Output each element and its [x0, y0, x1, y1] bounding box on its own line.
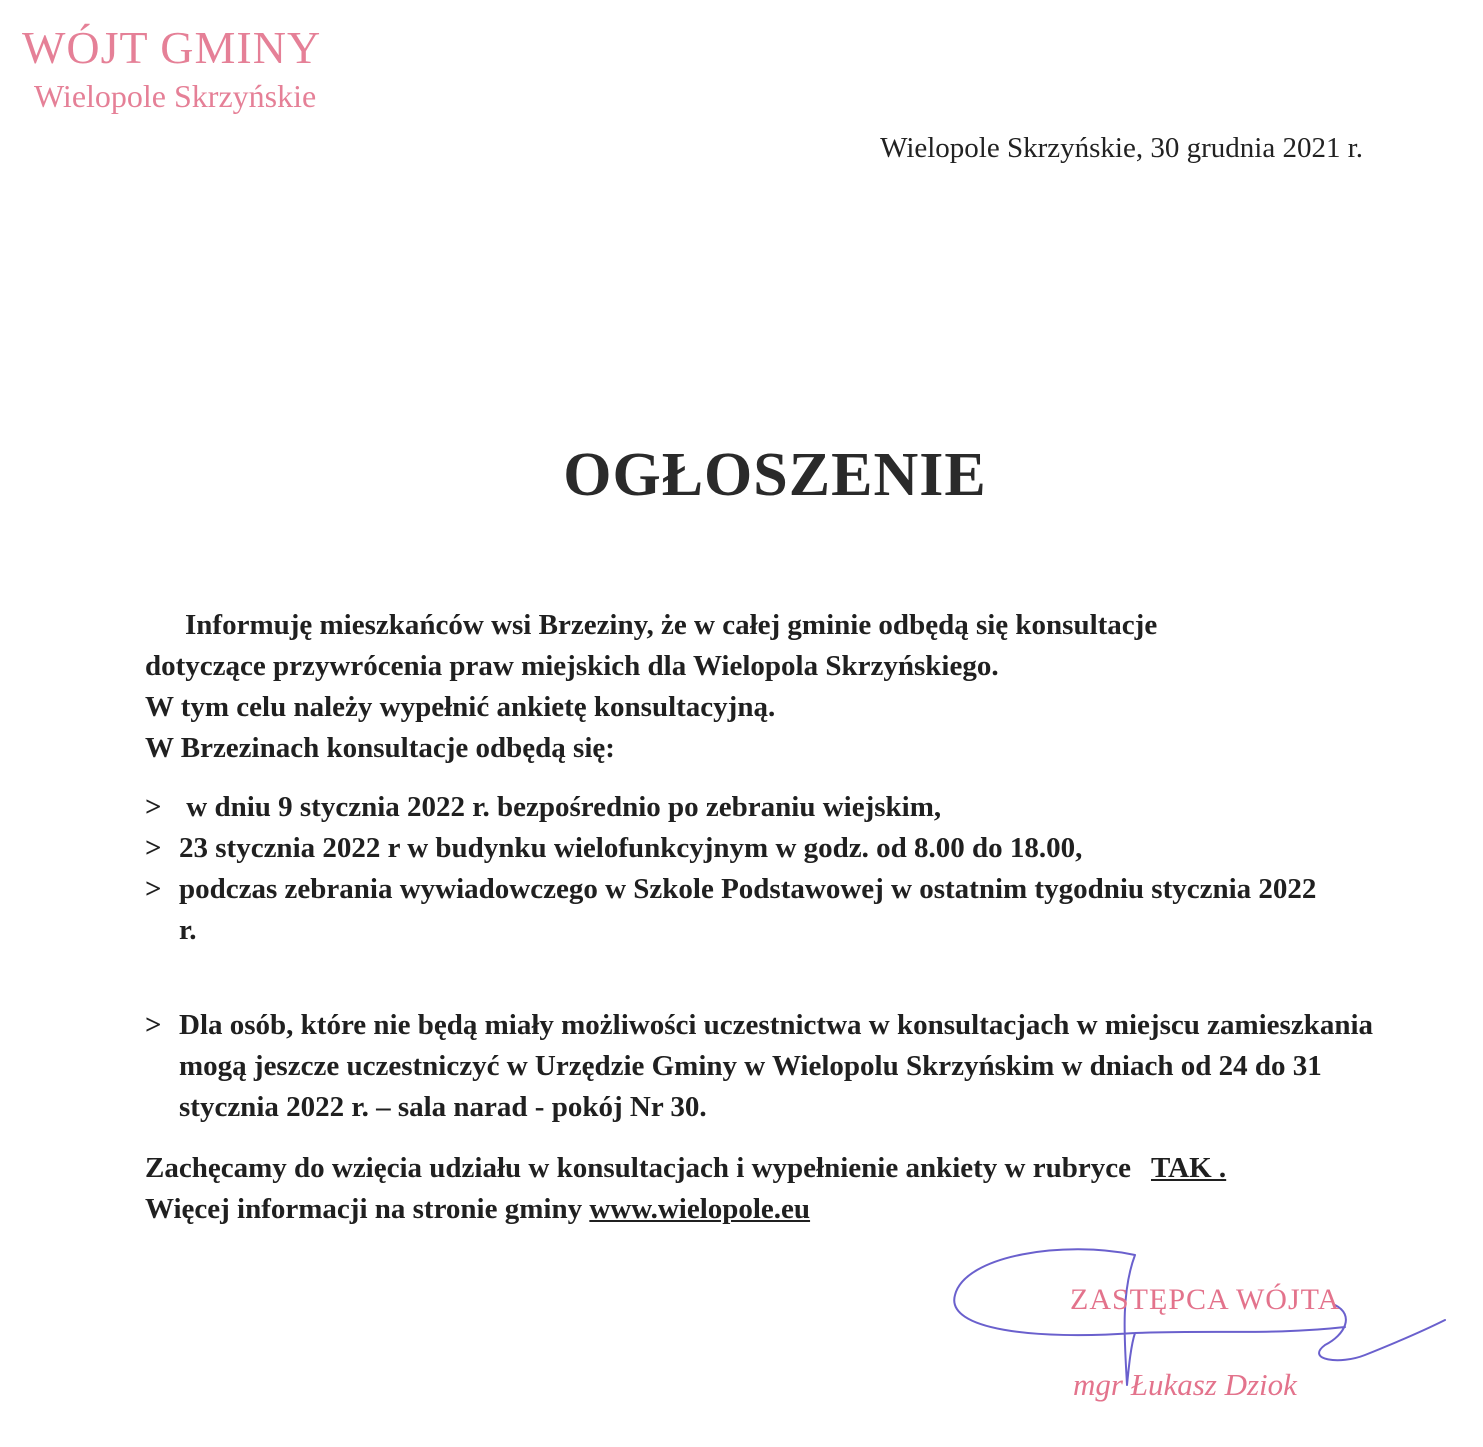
signature-stamp-title: ZASTĘPCA WÓJTA: [1070, 1283, 1341, 1316]
signature-block: [945, 1235, 1465, 1435]
announcement-body: [145, 605, 1465, 1230]
intro-line-3: W tym celu należy wypełnić ankietę konsultacyjną.: [145, 691, 776, 723]
intro-line-2: dotyczące przywrócenia praw miejskich dla Wielopola Skrzyńskiego.: [145, 650, 999, 682]
intro-line-4: W Brzezinach konsultacje odbędą się:: [145, 732, 615, 764]
signature-stamp-name: mgr Łukasz Dziok: [1073, 1367, 1297, 1402]
date-line: Wielopole Skrzyńskie, 30 grudnia 2021 r.: [880, 132, 1363, 164]
office-consultation-list: [145, 1005, 1465, 1128]
closing-text: Zachęcamy do wzięcia udziału w konsultacjach i wypełnienie ankiety w rubryce: [145, 1152, 1131, 1184]
tak-option: TAK .: [1150, 1152, 1227, 1184]
consultation-dates-list: [145, 787, 1465, 951]
bullet-marker: >: [145, 1009, 162, 1041]
stamp-municipality: Wielopole Skrzyńskie: [34, 78, 317, 114]
closing-text-2: Więcej informacji na stronie gminy: [145, 1193, 583, 1225]
website-link[interactable]: www.wielopole.eu: [589, 1193, 811, 1225]
page-title: OGŁOSZENIE: [563, 441, 987, 509]
header-stamp: [22, 22, 321, 116]
intro-line-1: Informuję mieszkańców wsi Brzeziny, że w całej gminie odbędą się konsultacje: [185, 609, 1158, 641]
stamp-office-title: WÓJT GMINY: [22, 22, 322, 73]
bullet-text: Dla osób, które nie będą miały możliwości uczestnictwa w konsultacjach w miejscu zamieszkania mogą jeszcze uczestniczyć w Urzędzie Gminy w Wielopolu Skrzyńskim w dniach od 24 do 31 stycznia 2022 r. – sala narad - pokój Nr 30.: [179, 1009, 1374, 1123]
bullet-marker: >: [145, 791, 162, 823]
bullet-text: w dniu 9 stycznia 2022 r. bezpośrednio po zebraniu wiejskim,: [179, 791, 942, 823]
closing-line-2: [145, 1189, 1465, 1230]
bullet-text: podczas zebrania wywiadowczego w Szkole Podstawowej w ostatnim tygodniu stycznia 2022 r.: [179, 873, 1317, 946]
list-item: [145, 828, 1465, 869]
bullet-marker: >: [145, 873, 162, 905]
bullet-marker: >: [145, 832, 162, 864]
handwritten-signature: [945, 1235, 1465, 1435]
list-item: [145, 869, 1339, 951]
bullet-text: 23 stycznia 2022 r w budynku wielofunkcyjnym w godz. od 8.00 do 18.00,: [179, 832, 1083, 864]
closing-line-1: [145, 1148, 1465, 1189]
list-item: [145, 1005, 1419, 1128]
list-item: [145, 787, 1465, 828]
